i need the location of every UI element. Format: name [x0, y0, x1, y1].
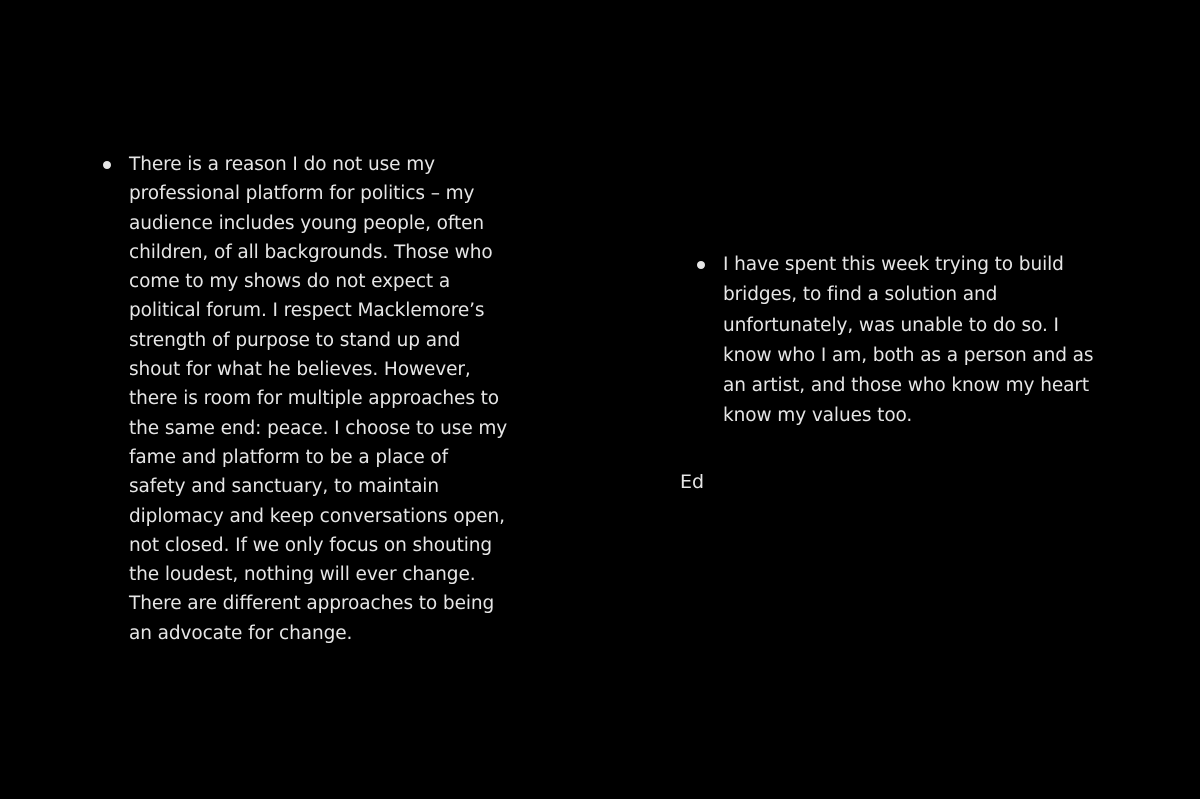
paragraph-line: come to my shows do not expect a [129, 271, 451, 293]
paragraph-line: There is a reason I do not use my [129, 154, 435, 175]
paragraph-line: shout for what he believes. However, [129, 359, 471, 381]
paragraph-line: audience includes young people, often [129, 212, 485, 234]
paragraph-line: strength of purpose to stand up and [129, 329, 461, 351]
paragraph-line: the same end: peace. I choose to use my [129, 417, 508, 439]
paragraph-line: fame and platform to be a place of [129, 446, 449, 468]
signoff-name: Ed [680, 471, 705, 493]
paragraph-line: diplomacy and keep conversations open, [129, 505, 505, 527]
paragraph-line: not closed. If we only focus on shouting [129, 534, 493, 556]
paragraph-line: bridges, to find a solution and [723, 284, 998, 306]
paragraph-line: there is room for multiple approaches to [129, 388, 500, 410]
bullet-dot-icon [103, 161, 111, 169]
paragraph-line: the loudest, nothing will ever change. [129, 564, 476, 586]
bullet-item-left [103, 150, 523, 648]
paragraph-line: an advocate for change. [129, 622, 353, 644]
paragraph-line: I have spent this week trying to build [723, 254, 1064, 275]
paragraph-line: an artist, and those who know my heart [723, 375, 1089, 397]
paragraph-line: professional platform for politics – my [129, 183, 475, 205]
left-column [103, 150, 523, 648]
bullet-dot-icon [697, 261, 705, 269]
paragraph-line: know who I am, both as a person and as [723, 344, 1094, 366]
paragraph-line: children, of all backgrounds. Those who [129, 241, 493, 263]
bullet-paragraph-right [723, 250, 1093, 432]
paragraph-line: safety and sanctuary, to maintain [129, 476, 439, 498]
paragraph-line: know my values too. [723, 405, 913, 427]
paragraph-line: unfortunately, was unable to do so. I [723, 314, 1059, 336]
right-column [697, 250, 1137, 432]
paragraph-line: political forum. I respect Macklemore’s [129, 300, 485, 322]
bullet-paragraph-left [129, 150, 507, 648]
paragraph-line: There are different approaches to being [129, 593, 495, 615]
bullet-item-right [697, 250, 1137, 432]
